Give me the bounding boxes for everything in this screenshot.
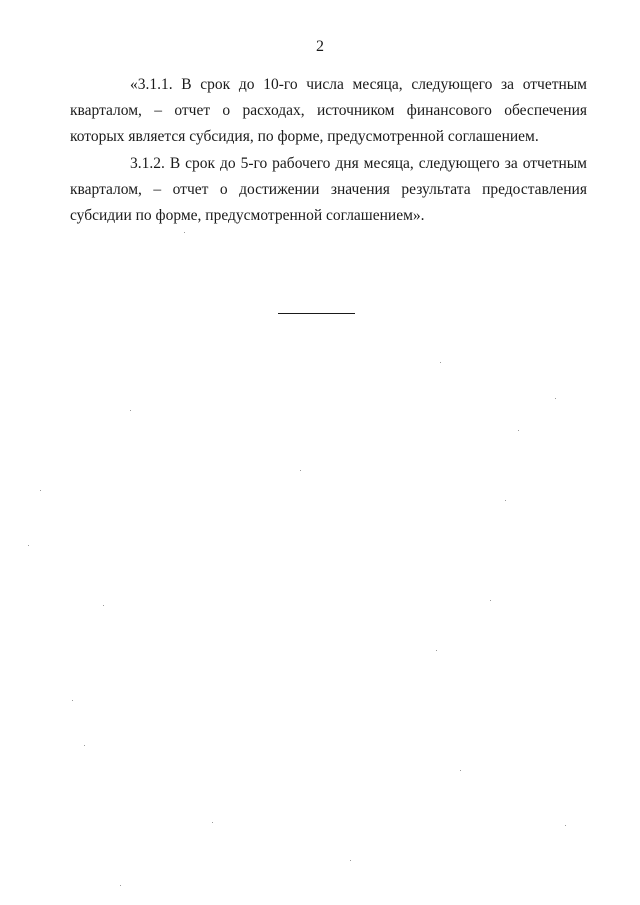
scan-speck: [555, 398, 556, 399]
scan-speck: [440, 362, 441, 363]
paragraph-3-1-2: [70, 151, 587, 229]
scan-speck: [436, 650, 437, 651]
scan-speck: [490, 600, 491, 601]
paragraph-line: субсидии по форме, предусмотренной соглашением».: [70, 207, 425, 224]
scan-speck: [184, 232, 185, 233]
paragraph-line: «3.1.1. В срок до 10-го числа месяца, следующего за отчетным: [130, 76, 587, 93]
document-body: [70, 72, 587, 230]
scan-speck: [300, 470, 301, 471]
scan-speck: [84, 745, 85, 746]
paragraph-line: кварталом, – отчет о расходах, источником финансового обеспечения: [70, 102, 587, 119]
scan-speck: [72, 700, 73, 701]
scan-speck: [505, 500, 506, 501]
paragraph-line: которых является субсидия, по форме, предусмотренной соглашением.: [70, 128, 539, 145]
separator-line: [278, 313, 355, 314]
scan-speck: [565, 825, 566, 826]
paragraph-3-1-1: [70, 72, 587, 150]
scan-speck: [28, 545, 29, 546]
scan-speck: [518, 430, 519, 431]
scan-speck: [40, 490, 41, 491]
scan-speck: [103, 605, 104, 606]
scan-speck: [212, 822, 213, 823]
scan-speck: [130, 410, 131, 411]
page-number: 2: [316, 38, 324, 55]
scan-speck: [350, 860, 351, 861]
paragraph-line: кварталом, – отчет о достижении значения результата предоставления: [70, 181, 587, 198]
scan-speck: [460, 770, 461, 771]
paragraph-line: 3.1.2. В срок до 5-го рабочего дня месяца, следующего за отчетным: [130, 155, 587, 172]
scan-speck: [120, 885, 121, 886]
